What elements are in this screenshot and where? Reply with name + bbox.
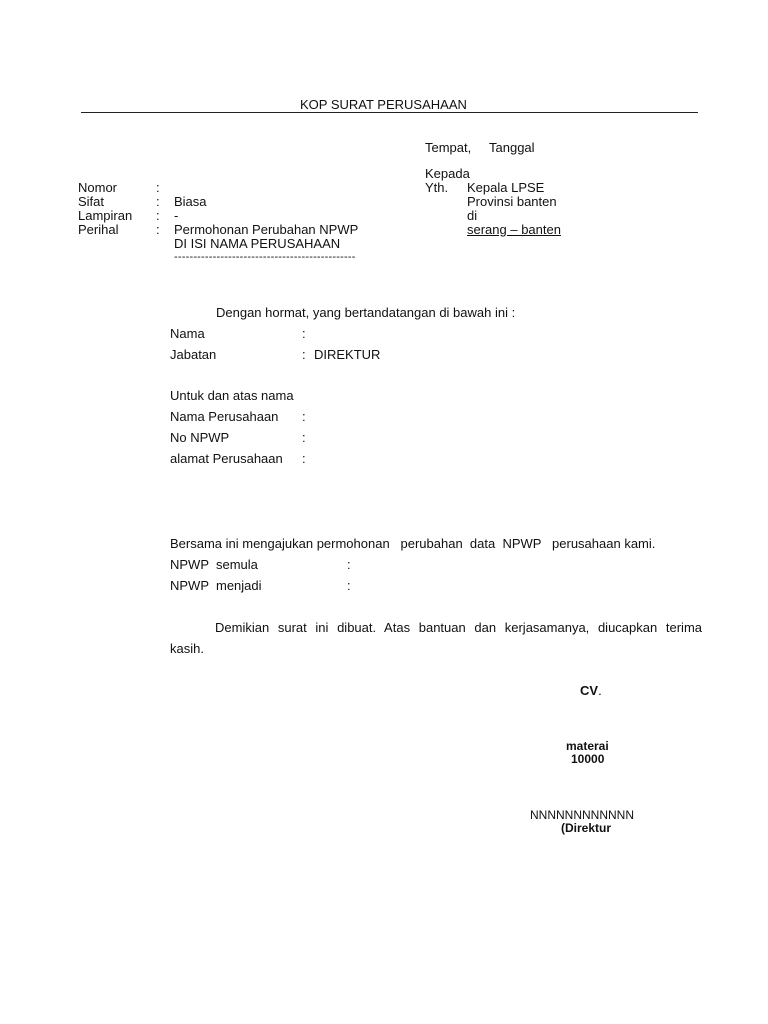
signature-company xyxy=(580,683,602,698)
sifat-label: Sifat xyxy=(78,194,105,209)
perihal-dashes: ----------------------------------------------- xyxy=(174,251,356,263)
perihal-value-line1: Permohonan Perubahan NPWP xyxy=(174,222,359,237)
nomor-colon: : xyxy=(156,180,160,195)
npwp-label: No NPWP xyxy=(170,430,230,445)
nama-colon: : xyxy=(302,326,306,341)
recipient-line3: di xyxy=(467,208,478,223)
jabatan-colon: : xyxy=(302,347,306,362)
signature-title: (Direktur xyxy=(561,821,612,835)
npwp-semula-colon: : xyxy=(347,557,351,572)
nomor-label: Nomor xyxy=(78,180,118,195)
recipient-yth: Yth. xyxy=(425,180,449,195)
nama-label: Nama xyxy=(170,326,205,341)
stamp-line2: 10000 xyxy=(571,752,605,766)
alamat-label: alamat Perusahaan xyxy=(170,451,283,466)
nama-perusahaan-label: Nama Perusahaan xyxy=(170,409,279,424)
npwp-menjadi-colon: : xyxy=(347,578,351,593)
perihal-label: Perihal xyxy=(78,222,119,237)
recipient-line2: Provinsi banten xyxy=(467,194,557,209)
untuk-atas-nama: Untuk dan atas nama xyxy=(170,388,294,403)
closing-line1: Demikian surat ini dibuat. Atas bantuan dan kerjasamanya, diucapkan terima xyxy=(215,620,702,635)
recipient-kepada: Kepada xyxy=(425,166,470,181)
npwp-menjadi-label: NPWP menjadi xyxy=(170,578,262,593)
jabatan-value: DIREKTUR xyxy=(314,347,381,362)
alamat-colon: : xyxy=(302,451,306,466)
date-label: Tanggal xyxy=(489,140,535,155)
perihal-value-line2: DI ISI NAMA PERUSAHAAN xyxy=(174,236,341,251)
npwp-colon: : xyxy=(302,430,306,445)
request-paragraph: Bersama ini mengajukan permohonan perubahan data NPWP perusahaan kami. xyxy=(170,536,656,551)
lampiran-label: Lampiran xyxy=(78,208,133,223)
lampiran-colon: : xyxy=(156,208,160,223)
letterhead-divider xyxy=(81,112,698,113)
lampiran-value: - xyxy=(174,208,179,223)
signature-name: NNNNNNNNNNNN xyxy=(530,808,634,822)
npwp-semula-label: NPWP semula xyxy=(170,557,258,572)
recipient-line1: Kepala LPSE xyxy=(467,180,545,195)
greeting: Dengan hormat, yang bertandatangan di bawah ini : xyxy=(216,305,516,320)
jabatan-label: Jabatan xyxy=(170,347,217,362)
perihal-colon: : xyxy=(156,222,160,237)
signature-company-name: CV xyxy=(580,683,599,698)
nama-perusahaan-colon: : xyxy=(302,409,306,424)
signature-company-dot: . xyxy=(598,683,602,698)
place-label: Tempat, xyxy=(425,140,472,155)
sifat-value: Biasa xyxy=(174,194,207,209)
recipient-line4: serang – banten xyxy=(467,222,561,237)
sifat-colon: : xyxy=(156,194,160,209)
closing-line2: kasih. xyxy=(170,641,204,656)
letterhead-title: KOP SURAT PERUSAHAAN xyxy=(300,97,467,112)
stamp-line1: materai xyxy=(566,739,609,753)
